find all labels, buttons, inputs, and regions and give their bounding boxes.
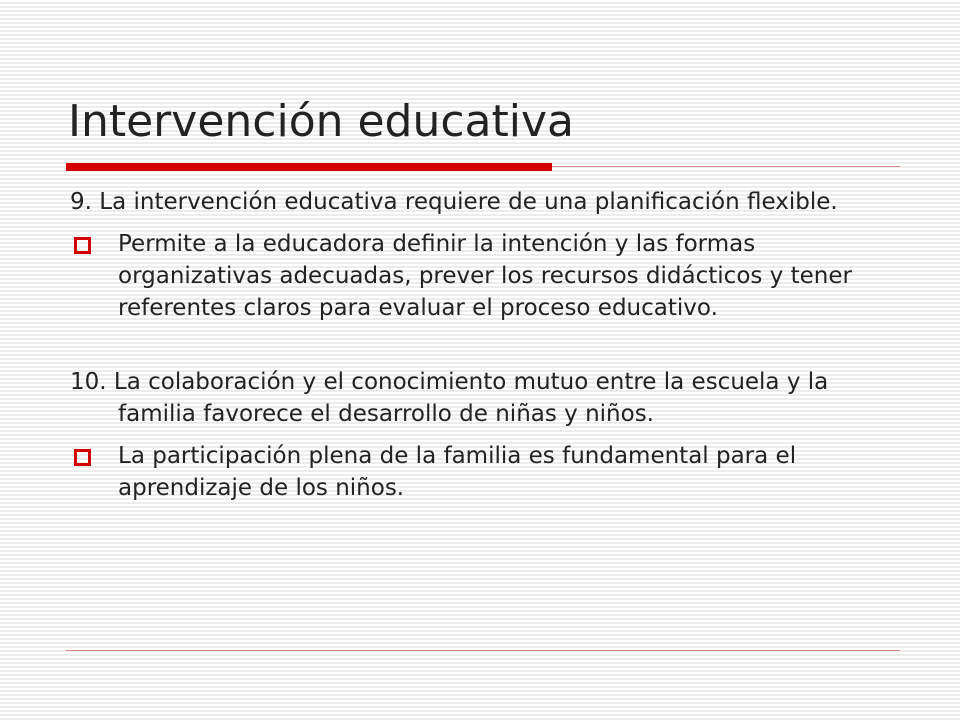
- slide-body: [70, 186, 900, 504]
- numbered-point-9: 9. La intervención educativa requiere de una planificación flexible.: [70, 189, 838, 215]
- bullet-text: La participación plena de la familia es fundamental para el aprendizaje de los niños.: [118, 443, 797, 501]
- numbered-point-10: 10. La colaboración y el conocimiento mutuo entre la escuela y la familia favorece el desarrollo de niñas y niños.: [70, 369, 829, 427]
- bullet-text: Permite a la educadora definir la intención y las formas organizativas adecuadas, prever los recursos didácticos y tener referentes claros para evaluar el proceso educativo.: [118, 231, 852, 321]
- hollow-square-bullet-icon: [74, 237, 91, 254]
- slide-title: Intervención educativa: [68, 96, 574, 147]
- bullet-point: [70, 440, 900, 504]
- hollow-square-bullet-icon: [74, 449, 91, 466]
- footer-divider-line: [66, 650, 900, 651]
- paragraph-spacer: [70, 324, 900, 366]
- title-accent-bar: [66, 163, 552, 171]
- bullet-point: [70, 228, 900, 324]
- title-divider-line: [552, 166, 900, 167]
